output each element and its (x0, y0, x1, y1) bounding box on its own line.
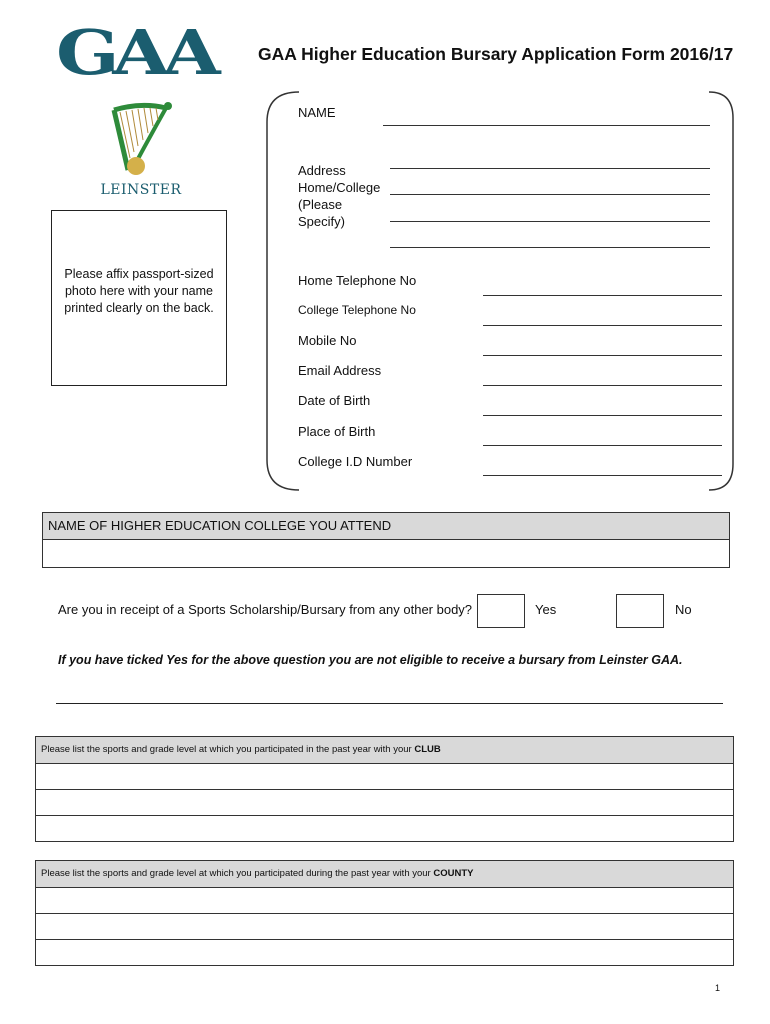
college-id-field[interactable] (483, 475, 722, 476)
mobile-field[interactable] (483, 355, 722, 356)
table-row[interactable] (36, 790, 733, 816)
college-telephone-label: College Telephone No (298, 303, 416, 317)
county-table-heading: Please list the sports and grade level at which you participated during the past year with your COUNTY (36, 861, 733, 888)
photo-box (51, 210, 227, 386)
address-line-4[interactable] (390, 247, 710, 248)
home-telephone-field[interactable] (483, 295, 722, 296)
college-id-label: College I.D Number (298, 454, 413, 469)
divider (56, 703, 723, 704)
email-label: Email Address (298, 363, 382, 378)
name-field[interactable] (383, 125, 710, 126)
table-row[interactable] (36, 940, 733, 965)
table-row[interactable] (36, 914, 733, 940)
county-table (35, 860, 734, 966)
no-checkbox[interactable] (616, 594, 664, 628)
table-row[interactable] (36, 888, 733, 914)
no-label: No (675, 602, 692, 617)
name-label: NAME (298, 105, 336, 120)
address-line-1[interactable] (390, 168, 710, 169)
college-heading: NAME OF HIGHER EDUCATION COLLEGE YOU ATTEND (43, 513, 729, 540)
place-of-birth-label: Place of Birth (298, 424, 376, 439)
page-title: GAA Higher Education Bursary Application Form 2016/17 (258, 44, 734, 64)
gaa-logo (56, 16, 218, 89)
place-of-birth-field[interactable] (483, 445, 722, 446)
gaa-logo-text: GAA (56, 16, 214, 89)
page-number: 1 (715, 983, 721, 993)
address-line-2[interactable] (390, 194, 710, 195)
date-of-birth-field[interactable] (483, 415, 722, 416)
table-row[interactable] (36, 816, 733, 841)
college-section (42, 512, 730, 568)
photo-instructions: Please affix passport-sized photo here with your name printed clearly on the back. (64, 267, 214, 315)
eligibility-notice: If you have ticked Yes for the above question you are not eligible to receive a bursary from Leinster GAA. (58, 653, 683, 667)
address-label: Address Home/College (Please Specify) (298, 163, 381, 229)
yes-checkbox[interactable] (477, 594, 525, 628)
mobile-label: Mobile No (298, 333, 357, 348)
club-table-heading: Please list the sports and grade level at which you participated in the past year with your CLUB (36, 737, 733, 764)
leinster-wordmark: LEINSTER (100, 182, 182, 198)
college-telephone-field[interactable] (483, 325, 722, 326)
table-row[interactable] (36, 764, 733, 790)
club-table (35, 736, 734, 842)
yes-label: Yes (535, 602, 557, 617)
college-input[interactable] (43, 540, 729, 566)
address-line-3[interactable] (390, 221, 710, 222)
harp-icon (96, 100, 186, 182)
email-field[interactable] (483, 385, 722, 386)
leinster-logo (96, 100, 186, 200)
scholarship-question: Are you in receipt of a Sports Scholarship/Bursary from any other body? (58, 602, 473, 617)
date-of-birth-label: Date of Birth (298, 393, 371, 408)
home-telephone-label: Home Telephone No (298, 273, 417, 288)
